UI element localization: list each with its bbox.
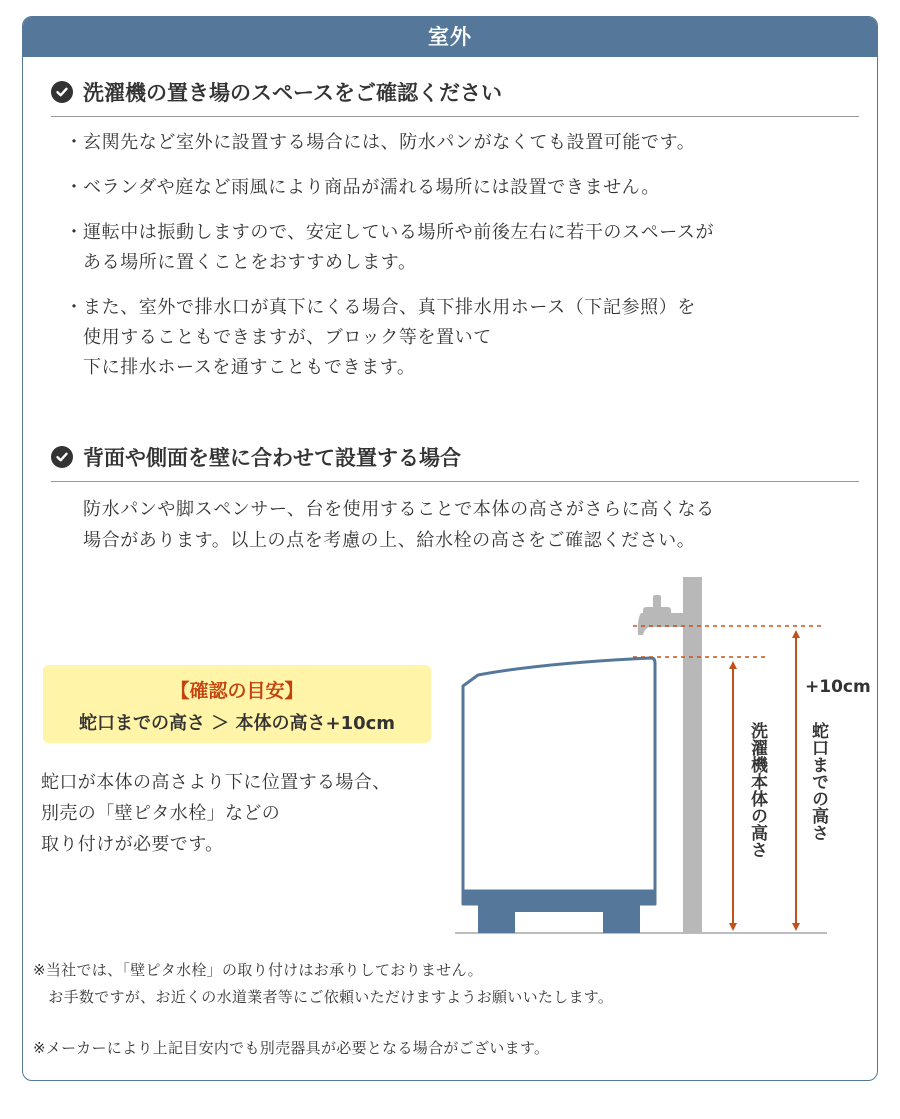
body-height-label: 洗濯機本体の高さ bbox=[747, 722, 767, 858]
washing-machine-icon bbox=[463, 658, 655, 933]
bullet-marker: ・ bbox=[65, 297, 84, 318]
section1-title: 洗濯機の置き場のスペースをご確認ください bbox=[83, 81, 502, 105]
guide-formula: 蛇口までの高さ ＞ 本体の高さ+10cm bbox=[78, 713, 396, 734]
paragraph-line: 防水パンや脚スペンサー、台を使用することで本体の高さがさらに高くなる bbox=[83, 499, 715, 520]
installation-height-diagram bbox=[23, 17, 878, 1081]
footnote-line: ※当社では、「壁ピタ水栓」の取り付けはお承りしておりません。 bbox=[33, 961, 483, 979]
footnote-2 bbox=[33, 1035, 549, 1062]
bullet-text: また、室外で排水口が真下にくる場合、真下排水用ホース（下記参照）を bbox=[83, 297, 696, 318]
footnote-line: お手数ですが、お近くの水道業者等にご依頼いただけますようお願いいたします。 bbox=[33, 988, 614, 1006]
bullet-marker: ・ bbox=[65, 177, 84, 198]
note-line: 蛇口が本体の高さより下に位置する場合、 bbox=[41, 772, 391, 793]
bullet-text: 玄関先など室外に設置する場合には、防水パンがなくても設置可能です。 bbox=[83, 132, 696, 153]
bullet-text: 運転中は振動しますので、安定している場所や前後左右に若干のスペースが bbox=[83, 222, 715, 243]
faucet-icon bbox=[638, 595, 683, 635]
note-line: 別売の「壁ピタ水栓」などの bbox=[41, 803, 281, 824]
section2-title: 背面や側面を壁に合わせて設置する場合 bbox=[83, 446, 461, 470]
bullet-marker: ・ bbox=[65, 132, 84, 153]
note-line: 取り付けが必要です。 bbox=[41, 834, 224, 855]
footnote-1 bbox=[33, 957, 613, 1011]
guide-title: 【確認の目安】 bbox=[170, 680, 304, 702]
bullet-text: ある場所に置くことをおすすめします。 bbox=[83, 252, 417, 273]
bullet-text: 使用することもできますが、ブロック等を置いて bbox=[83, 327, 492, 348]
faucet-height-label: 蛇口までの高さ bbox=[808, 722, 828, 841]
bullet-marker: ・ bbox=[65, 222, 84, 243]
bullet-text: ベランダや庭など雨風により商品が濡れる場所には設置できません。 bbox=[83, 177, 660, 198]
wall-pipe bbox=[683, 577, 702, 933]
footnote-line: ※メーカーにより上記目安内でも別売器具が必要となる場合がございます。 bbox=[33, 1039, 550, 1057]
panel-header-title: 室外 bbox=[23, 17, 877, 57]
outdoor-info-panel bbox=[22, 16, 878, 1081]
bullet-text: 下に排水ホースを通すこともできます。 bbox=[83, 357, 416, 378]
offset-label: +10cm bbox=[805, 677, 871, 697]
paragraph-line: 場合があります。以上の点を考慮の上、給水栓の高さをご確認ください。 bbox=[83, 530, 696, 551]
